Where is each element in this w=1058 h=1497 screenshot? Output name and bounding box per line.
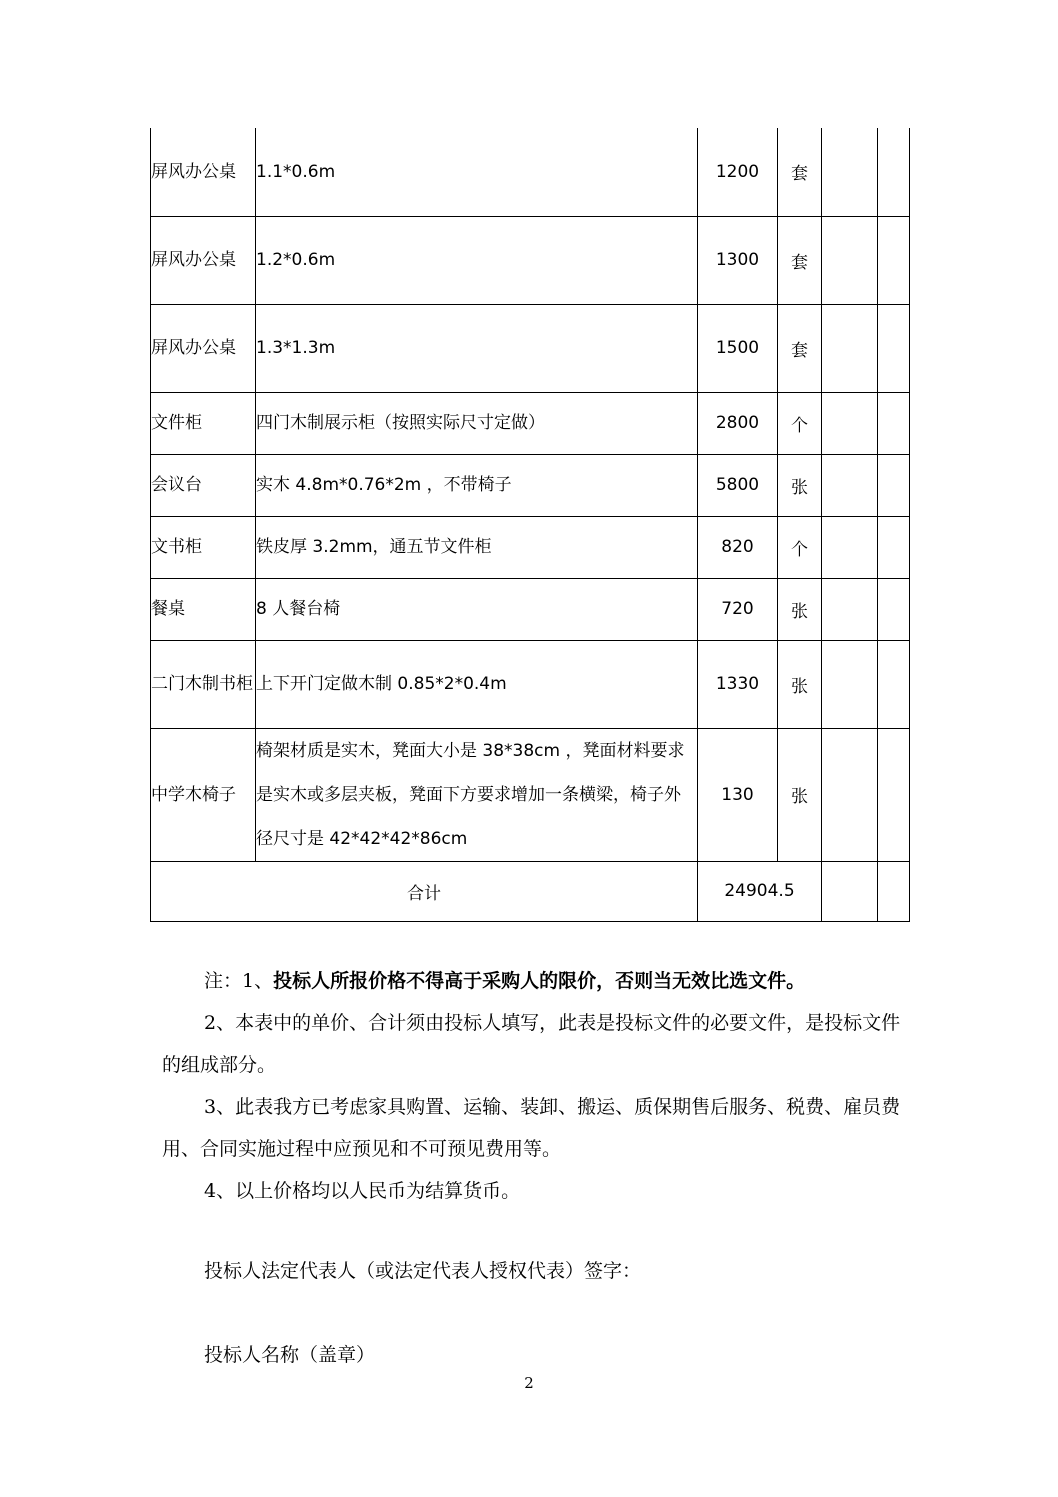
blank-cell [822,304,878,392]
blank-cell [822,861,878,921]
blank-cell [822,128,878,216]
note-1-emphasis: 投标人所报价格不得高于采购人的限价，否则当无效比选文件。 [273,970,806,992]
table-row [151,454,910,516]
item-spec-cell: 上下开门定做木制 0.85*2*0.4m [256,640,698,728]
item-name-cell: 二门木制书柜 [151,640,256,728]
blank-cell [822,640,878,728]
total-value: 24904.5 [698,861,822,921]
item-price-cell: 1300 [698,216,778,304]
note-4: 4、以上价格均以人民币为结算货币。 [204,1180,521,1202]
item-price-cell: 2800 [698,392,778,454]
item-spec-cell: 1.1*0.6m [256,128,698,216]
item-price-cell: 130 [698,728,778,861]
blank-cell [878,516,910,578]
item-name-cell: 餐桌 [151,578,256,640]
blank-cell [878,640,910,728]
item-unit-cell: 套 [778,216,822,304]
blank-cell [822,516,878,578]
blank-cell [822,454,878,516]
blank-cell [822,578,878,640]
blank-cell [822,216,878,304]
blank-cell [878,454,910,516]
table-row [151,304,910,392]
table-row [151,640,910,728]
item-price-cell: 720 [698,578,778,640]
blank-cell [878,728,910,861]
item-unit-cell: 个 [778,516,822,578]
item-name-cell: 文件柜 [151,392,256,454]
item-name-cell: 文书柜 [151,516,256,578]
blank-cell [878,128,910,216]
blank-cell [878,861,910,921]
table-row [151,128,910,216]
table-row [151,392,910,454]
legal-rep-signature-label: 投标人法定代表人（或法定代表人授权代表）签字： [204,1260,642,1282]
bidder-name-seal-label: 投标人名称（盖章） [204,1344,376,1366]
item-spec-cell: 铁皮厚 3.2mm，通五节文件柜 [256,516,698,578]
total-label: 合计 [151,861,698,921]
item-name-cell: 中学木椅子 [151,728,256,861]
item-spec-cell: 8 人餐台椅 [256,578,698,640]
item-spec-cell: 椅架材质是实木，凳面大小是 38*38cm ，凳面材料要求是实木或多层夹板，凳面下方要求增加一条横梁，椅子外径尺寸是 42*42*42*86cm [256,728,698,861]
blank-cell [878,304,910,392]
table-row [151,216,910,304]
item-unit-cell: 张 [778,454,822,516]
item-unit-cell: 套 [778,128,822,216]
blank-cell [878,216,910,304]
blank-cell [822,392,878,454]
item-spec-cell: 四门木制展示柜（按照实际尺寸定做） [256,392,698,454]
blank-cell [878,392,910,454]
item-price-cell: 1500 [698,304,778,392]
item-unit-cell: 套 [778,304,822,392]
item-spec-cell: 实木 4.8m*0.76*2m ，不带椅子 [256,454,698,516]
item-name-cell: 屏风办公桌 [151,128,256,216]
item-unit-cell: 张 [778,640,822,728]
blank-cell [878,578,910,640]
item-price-cell: 1330 [698,640,778,728]
note-3: 3、此表我方已考虑家具购置、运输、装卸、搬运、质保期售后服务、税费、雇员费用、合同实施过程中应预见和不可预见费用等。 [162,1096,901,1160]
total-row [151,861,910,921]
item-price-cell: 5800 [698,454,778,516]
item-spec-cell: 1.2*0.6m [256,216,698,304]
note-1: 注：1、投标人所报价格不得高于采购人的限价，否则当无效比选文件。 [204,970,806,992]
page-number: 2 [524,1374,534,1392]
note-2: 2、本表中的单价、合计须由投标人填写，此表是投标文件的必要文件，是投标文件的组成部分。 [162,1012,901,1076]
furniture-price-table [150,128,910,922]
table-body [151,128,910,921]
table-row [151,516,910,578]
item-name-cell: 屏风办公桌 [151,304,256,392]
item-price-cell: 820 [698,516,778,578]
table-row [151,578,910,640]
item-spec-cell: 1.3*1.3m [256,304,698,392]
item-name-cell: 会议台 [151,454,256,516]
notes-section [162,960,902,1212]
item-unit-cell: 个 [778,392,822,454]
table-row [151,728,910,861]
item-unit-cell: 张 [778,728,822,861]
item-unit-cell: 张 [778,578,822,640]
blank-cell [822,728,878,861]
item-name-cell: 屏风办公桌 [151,216,256,304]
item-price-cell: 1200 [698,128,778,216]
